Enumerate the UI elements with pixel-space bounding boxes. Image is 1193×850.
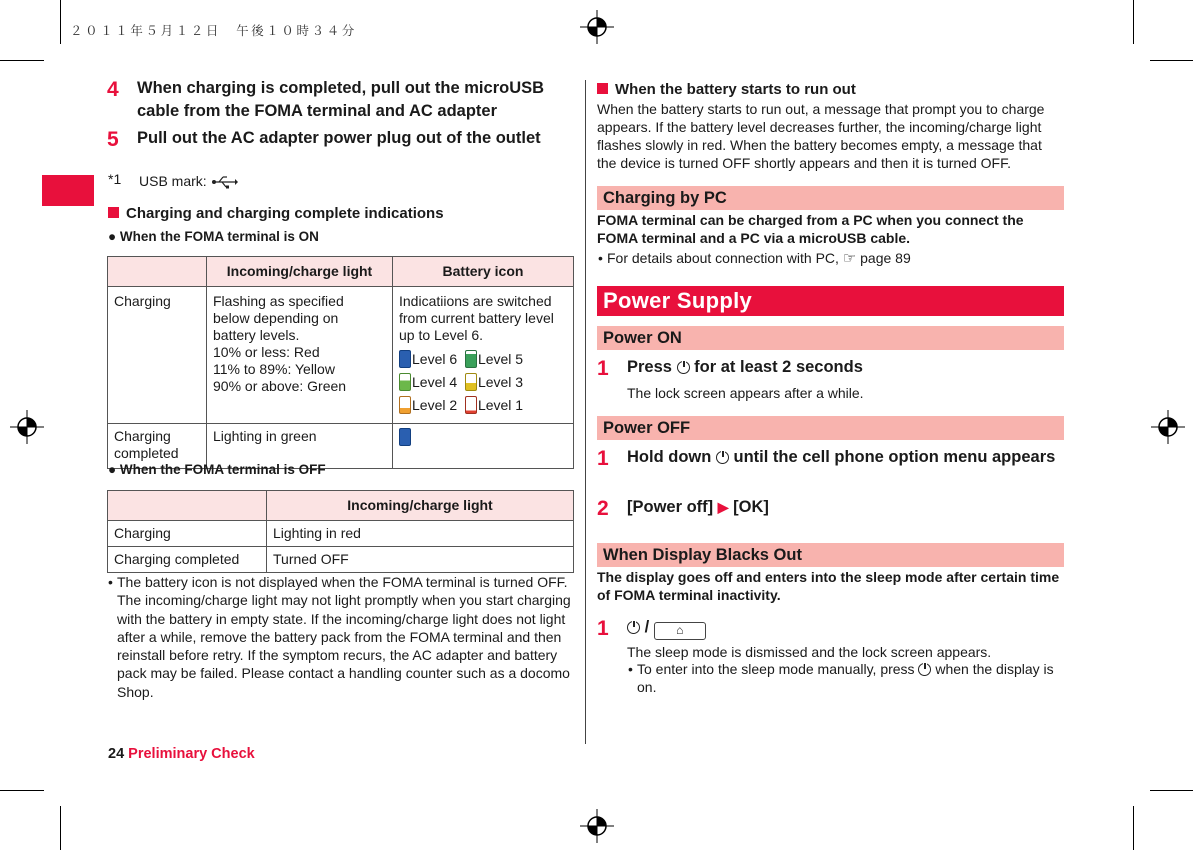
- arrow-right-icon: ▶: [717, 499, 729, 515]
- power-off-step-1: [627, 446, 1057, 469]
- level-label: Level 3: [477, 374, 524, 390]
- power-key-icon: [918, 663, 931, 676]
- usb-icon: [211, 175, 239, 189]
- bullet-dot-icon: •: [108, 574, 113, 590]
- indication-table-off: [107, 490, 574, 573]
- page-number: 24: [108, 746, 125, 762]
- step-4-text: When charging is completed, pull out the microUSB cable from the FOMA terminal and AC adapter: [137, 79, 545, 120]
- table-cell: Charging: [108, 521, 267, 547]
- page-footer: [108, 746, 255, 762]
- crop-mark: [60, 0, 61, 44]
- display-substep: The sleep mode is dismissed and the lock screen appears.: [627, 644, 992, 660]
- registration-mark-icon: [580, 10, 614, 44]
- step-number: 4: [107, 78, 119, 101]
- table-cell: Lighting in red: [267, 521, 574, 547]
- display-step-1: [627, 616, 706, 640]
- table-cell-line: from current battery level: [399, 310, 554, 326]
- step-number: 2: [597, 497, 609, 520]
- column-divider: [585, 80, 586, 744]
- step-text: Hold down: [627, 448, 712, 466]
- crop-mark: [0, 790, 44, 791]
- footnote-mark: *1: [108, 171, 122, 187]
- table-cell-line: Flashing as specified: [213, 293, 344, 309]
- crop-mark: [1133, 0, 1134, 44]
- level-label: Level 6: [412, 351, 458, 367]
- registration-mark-icon: [10, 410, 44, 444]
- indication-table-on: [107, 256, 574, 469]
- battery-level-2-icon: [399, 396, 411, 414]
- display-bullet-text: To enter into the sleep mode manually, press: [637, 661, 915, 677]
- subheading-off: ● When the FOMA terminal is OFF: [108, 462, 326, 477]
- power-key-icon: [716, 451, 729, 464]
- battery-low-title: [597, 81, 856, 98]
- chapter-tab: [42, 175, 94, 206]
- table-cell-line: 11% to 89%: Yellow: [213, 361, 335, 377]
- separator: /: [644, 618, 650, 636]
- section-title: [108, 205, 444, 222]
- table-cell: Lighting in green: [207, 424, 393, 469]
- note-bullet: [108, 573, 577, 701]
- power-key-icon: [677, 361, 690, 374]
- table-header: [108, 491, 267, 521]
- table-cell-line: 90% or above: Green: [213, 378, 347, 394]
- power-off-step-2: [627, 496, 769, 519]
- footnote-label: USB mark:: [139, 173, 207, 189]
- registration-mark-icon: [1151, 410, 1185, 444]
- section-bar-power-off: Power OFF: [597, 416, 1064, 440]
- step-number: 1: [597, 447, 609, 470]
- section-bar-display-blacks-out: When Display Blacks Out: [597, 543, 1064, 567]
- table-header: [108, 257, 207, 287]
- footer-section: Preliminary Check: [128, 746, 255, 762]
- print-timestamp: ２０１１年５月１２日 午後１０時３４分: [70, 23, 357, 38]
- step-number: 1: [597, 617, 609, 640]
- blank-lead: The display goes off and enters into the sleep mode after certain time of FOMA terminal inactivity.: [597, 569, 1060, 603]
- table-cell: Charging: [108, 287, 207, 424]
- section-bar-power-on: Power ON: [597, 326, 1064, 350]
- step-number: 1: [597, 357, 609, 380]
- section-title-text: Charging and charging complete indications: [126, 205, 444, 222]
- registration-mark-icon: [580, 809, 614, 843]
- step-text: [OK]: [733, 498, 769, 516]
- table-cell-line: battery levels.: [213, 327, 300, 343]
- table-cell-line: below depending on: [213, 310, 339, 326]
- table-header: Incoming/charge light: [267, 491, 574, 521]
- pointing-hand-icon: ☞: [842, 250, 857, 267]
- step-number: 5: [107, 128, 119, 151]
- bullet-dot-icon: •: [598, 250, 603, 266]
- crop-mark: [1133, 806, 1134, 850]
- table-cell: Turned OFF: [267, 547, 574, 573]
- footnote-text: [139, 172, 239, 190]
- crop-mark: [0, 60, 44, 61]
- level-label: Level 4: [412, 374, 458, 390]
- level-label: Level 5: [477, 351, 524, 367]
- step-text: Press: [627, 358, 672, 376]
- pc-bullet-text: For details about connection with PC,: [607, 250, 839, 266]
- table-cell-line: 10% or less: Red: [213, 344, 320, 360]
- table-cell: Charging completed: [108, 547, 267, 573]
- table-cell-line: Indicatiions are switched: [399, 293, 552, 309]
- display-bullet: [628, 660, 1065, 697]
- display-bullet-text: when the display is on.: [637, 661, 1054, 696]
- bullet-dot-icon: •: [628, 661, 633, 677]
- pc-lead: FOMA terminal can be charged from a PC when you connect the FOMA terminal and a PC via a microUSB cable.: [597, 212, 1024, 246]
- square-bullet-icon: [597, 83, 608, 94]
- step-5-text: Pull out the AC adapter power plug out of the outlet: [137, 129, 541, 147]
- table-header: Incoming/charge light: [207, 257, 393, 287]
- crop-mark: [1150, 790, 1193, 791]
- step-text: [Power off]: [627, 498, 714, 516]
- subheading-off-text: When the FOMA terminal is OFF: [119, 462, 326, 477]
- section-bar-charging-pc: Charging by PC: [597, 186, 1064, 210]
- subheading-on: ● When the FOMA terminal is ON: [108, 229, 319, 244]
- battery-full-icon: [399, 428, 411, 446]
- step-text: until the cell phone option menu appears: [733, 448, 1056, 466]
- subheading-on-text: When the FOMA terminal is ON: [119, 229, 319, 244]
- battery-level-1-icon: [465, 396, 477, 414]
- crop-mark: [1150, 60, 1193, 61]
- table-cell: [207, 287, 393, 424]
- crop-mark: [60, 806, 61, 850]
- level-label: Level 1: [477, 397, 524, 413]
- table-cell: [393, 424, 574, 469]
- step-text: for at least 2 seconds: [694, 358, 863, 376]
- battery-level-3-icon: [465, 373, 477, 391]
- battery-level-4-icon: [399, 373, 411, 391]
- section-bar-power-supply: Power Supply: [597, 286, 1064, 316]
- pc-bullet: [598, 249, 1067, 268]
- battery-level-6-icon: [399, 350, 411, 368]
- battery-low-title-text: When the battery starts to run out: [615, 81, 856, 98]
- note-text: The battery icon is not displayed when the FOMA terminal is turned OFF. The incoming/charge light may not light promptly when you start charging with the battery in empty state. If the incoming/charge light does not light after a while, remove the battery pack from the FOMA terminal and then reinstall before retry. If the symptom recurs, the AC adapter and battery pack may be failed. Please contact a handling counter such as a docomo Shop.: [117, 574, 571, 700]
- table-cell: Charging completed: [108, 424, 207, 469]
- table-header: Battery icon: [393, 257, 574, 287]
- square-bullet-icon: [108, 207, 119, 218]
- battery-low-text: When the battery starts to run out, a message that prompt you to charge appears. If the battery level decreases further, the incoming/charge light flashes slowly in red. When the battery becomes empty, a message that the device is turned OFF shortly appears and then it is turned OFF.: [597, 101, 1045, 171]
- power-on-substep: The lock screen appears after a while.: [627, 385, 864, 401]
- power-key-icon: [627, 621, 640, 634]
- table-cell: [393, 287, 574, 424]
- power-on-step-1: [627, 356, 1067, 379]
- page-ref-link[interactable]: page 89: [860, 250, 911, 266]
- battery-level-5-icon: [465, 350, 477, 368]
- home-key-icon: ⌂: [654, 622, 706, 640]
- level-label: Level 2: [412, 397, 458, 413]
- table-cell-line: up to Level 6.: [399, 327, 484, 343]
